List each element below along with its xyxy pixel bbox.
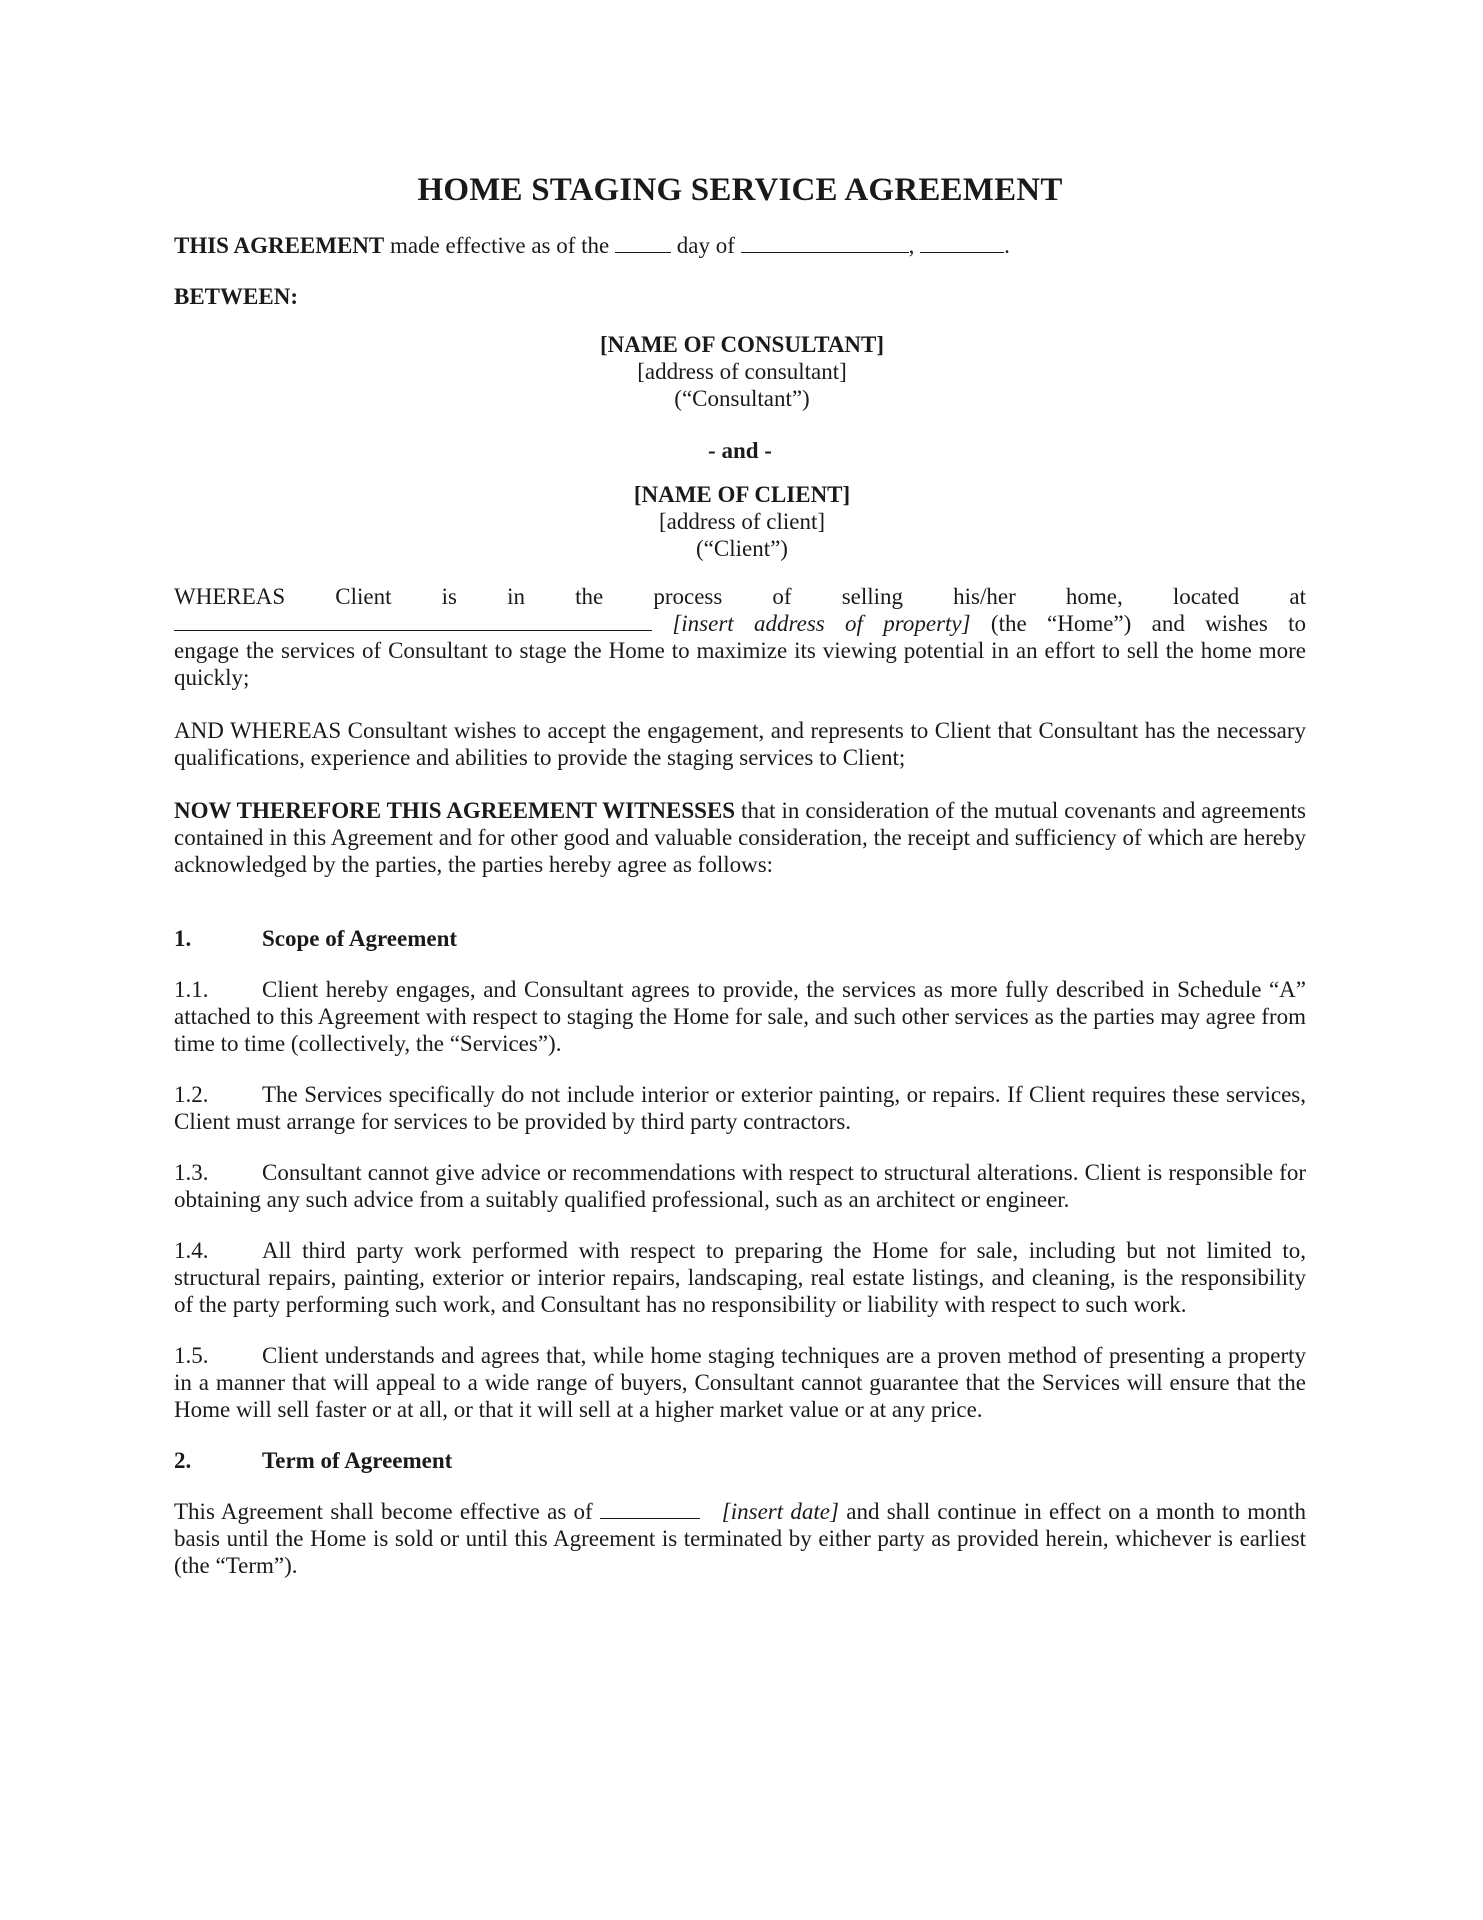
clause-number: 1.2.: [174, 1082, 209, 1107]
preamble-comma: ,: [908, 233, 921, 258]
section-2-number: 2.: [174, 1448, 192, 1473]
client-name: [NAME OF CLIENT]: [633, 482, 851, 507]
recital-whereas: [174, 583, 1306, 691]
clause-1-2: [174, 1081, 1306, 1135]
clause-text: Consultant cannot give advice or recommendations with respect to structural alterations. Client is responsible for obtaining any such advice from a suitably qualified professional, such as an architect or engineer.: [174, 1160, 1306, 1212]
clause-text: The Services specifically do not include interior or exterior painting, or repairs. If Client requires these services, Client must arrange for services to be provided by third party contractors.: [174, 1082, 1306, 1134]
term-clause: [174, 1498, 1306, 1579]
consultant-address: [address of consultant]: [637, 359, 847, 384]
consultant-defined: (“Consultant”): [674, 386, 810, 411]
section-1-title: Scope of Agreement: [262, 926, 458, 951]
insert-address-instruction: [insert address of property]: [672, 611, 971, 636]
clause-1-3: [174, 1159, 1306, 1213]
recital-whereas-line1: WHEREAS Client is in the process of selling his/her home, located at: [174, 584, 1306, 609]
insert-date-instruction: [insert date]: [721, 1499, 839, 1524]
witness-clause: [174, 797, 1306, 878]
preamble-day-of: day of: [671, 233, 741, 258]
clause-1-4: [174, 1237, 1306, 1318]
and-separator: - and -: [708, 438, 772, 463]
client-defined: (“Client”): [696, 536, 788, 561]
section-1-number: 1.: [174, 926, 192, 951]
clause-number: 1.3.: [174, 1160, 209, 1185]
recital-whereas-line2: [174, 610, 1306, 637]
consultant-block: [178, 331, 1306, 412]
clause-number: 1.4.: [174, 1238, 209, 1263]
section-2-heading: [174, 1447, 1306, 1474]
section-2-title: Term of Agreement: [262, 1448, 453, 1473]
term-text: and shall continue in effect on a month to month basis until the Home is sold or until this Agreement is terminated by either party as provided herein, whichever is earliest (the “Term”).: [174, 1499, 1306, 1578]
preamble: [174, 232, 1306, 259]
day-blank[interactable]: [615, 232, 671, 253]
recital-whereas-rest: engage the services of Consultant to stage the Home to maximize its viewing potential in an effort to sell the home more quickly;: [174, 638, 1306, 690]
effective-date-blank[interactable]: [600, 1498, 700, 1519]
term-lead: This Agreement shall become effective as of: [174, 1499, 600, 1524]
section-1-heading: [174, 925, 1306, 952]
preamble-text: made effective as of the: [384, 233, 615, 258]
clause-text: Client understands and agrees that, while home staging techniques are a proven method of presenting a property in a manner that will appeal to a wide range of buyers, Consultant cannot guarantee that the Services will ensure that the Home will sell faster or at all, or that it will sell at a higher market value or at any price.: [174, 1343, 1306, 1422]
document-body: [174, 170, 1306, 1579]
clause-number: 1.1.: [174, 977, 209, 1002]
property-address-blank[interactable]: [174, 610, 652, 631]
clause-1-5: [174, 1342, 1306, 1423]
month-blank[interactable]: [741, 232, 909, 253]
clause-text: All third party work performed with respect to preparing the Home for sale, including but not limited to, structural repairs, painting, exterior or interior repairs, landscaping, real estate listings, and cleaning, is the responsibility of the party performing such work, and Consultant has no responsibility or liability with respect to such work.: [174, 1238, 1306, 1317]
between-label: BETWEEN:: [174, 284, 298, 309]
clause-text: Client hereby engages, and Consultant agrees to provide, the services as more fully described in Schedule “A” attached to this Agreement with respect to staging the Home for sale, and such other services as the parties may agree from time to time (collectively, the “Services”).: [174, 977, 1306, 1056]
consultant-name: [NAME OF CONSULTANT]: [599, 332, 885, 357]
recital-and-whereas: AND WHEREAS Consultant wishes to accept the engagement, and represents to Client that Consultant has the necessary qualifications, experience and abilities to provide the staging services to Client;: [174, 718, 1306, 770]
client-block: [178, 481, 1306, 562]
clause-number: 1.5.: [174, 1343, 209, 1368]
preamble-lead: THIS AGREEMENT: [174, 233, 385, 258]
witness-lead: NOW THEREFORE THIS AGREEMENT WITNESSES: [174, 798, 736, 823]
clause-1-1: [174, 976, 1306, 1057]
year-blank[interactable]: [920, 232, 1004, 253]
recital-whereas-after-insert: (the “Home”) and wishes to: [970, 611, 1307, 636]
witness-text: that in consideration of the mutual covenants and agreements contained in this Agreement and for other good and valuable consideration, the receipt and sufficiency of which are hereby acknowledged by the parties, the parties hereby agree as follows:: [174, 798, 1306, 877]
client-address: [address of client]: [658, 509, 826, 534]
preamble-period: .: [1004, 233, 1010, 258]
document-title: HOME STAGING SERVICE AGREEMENT: [417, 172, 1063, 208]
